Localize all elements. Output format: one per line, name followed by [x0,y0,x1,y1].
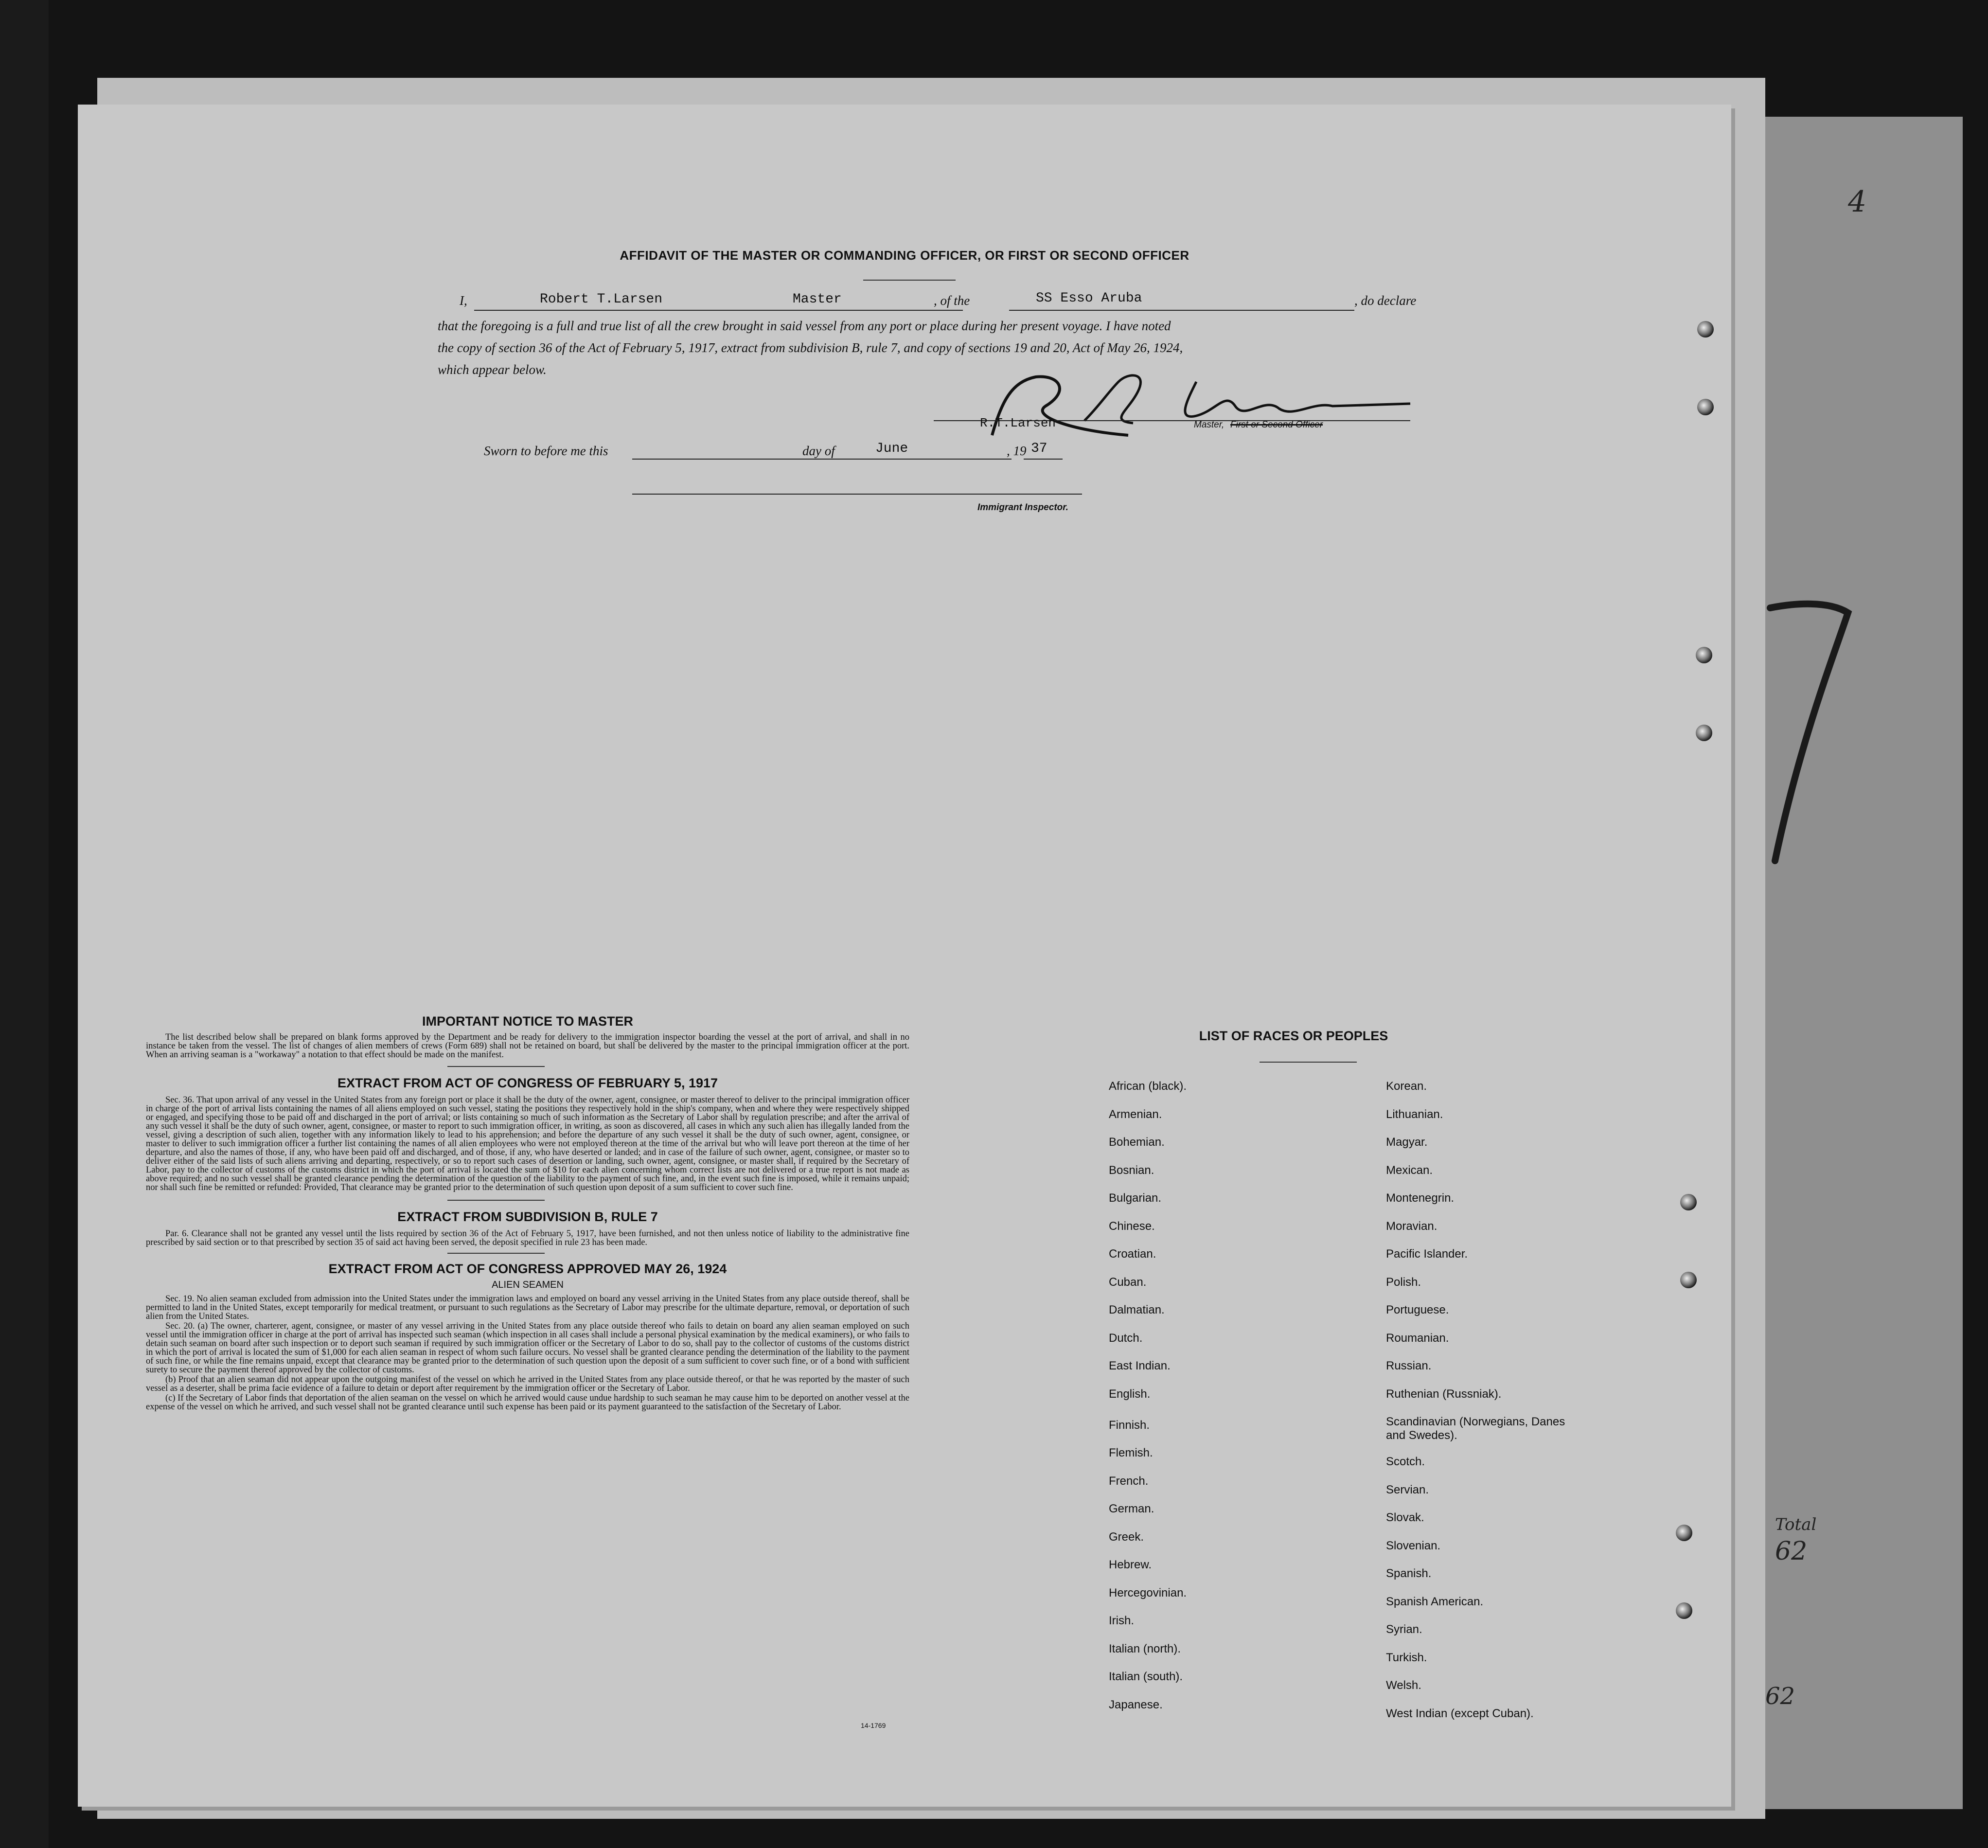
section-20a-paragraph: Sec. 20. (a) The owner, charterer, agent, consignee, or master of any vessel arriving in the United States from any place outside thereof who fails to detain on board any alien seaman employed on such vessel until the immigration officer in charge at the port of arrival has inspected such seaman (which inspection in all cases shall include a personal physical examination by the medical examiners), or who fails to detain such seaman on board after such inspection or to deport such seaman if required by such immigration officer or the Secretary of Labor to do so, shall pay to the collector of customs of the customs district in which the port of arrival is located the sum of $1,000 for each alien seaman in respect of whom such failure occurs. No vessel shall be granted clearance pending the determination of the liability to the payment of such fine, or while the fine remains unpaid, except that clearance may be granted prior to the determination of such question upon the deposit of a sum sufficient to cover such fine, or of a bond with sufficient surety to secure the payment thereof approved by the collector of customs. [146,1321,909,1375]
affidavit-body-line-1: that the foregoing is a full and true list of all the crew brought in said vessel from any port or place during her present voyage. I have noted [438,319,1171,333]
race-item: Scotch. [1386,1455,1425,1468]
race-item: Spanish. [1386,1567,1432,1580]
race-item: African (black). [1109,1080,1187,1093]
race-item: Dutch. [1109,1331,1143,1345]
race-item: Hebrew. [1109,1558,1152,1571]
section-19-paragraph: Sec. 19. No alien seaman excluded from admission into the United States under the immigration laws and employed on board any vessel arriving in the United States from any place outside thereof, shall be permitted to land in the United States, except temporarily for medical treatment, or pursuant to such regulations as the Secretary of Labor may prescribe for the ultimate departure, removal, or deportation of such alien from the United States. [146,1294,909,1321]
races-heading: LIST OF RACES OR PEOPLES [1199,1029,1388,1043]
sworn-month-line [846,459,1012,460]
race-item: Bohemian. [1109,1136,1165,1149]
race-item: English. [1109,1387,1151,1401]
handwritten-total-label: Total [1775,1515,1817,1534]
race-item: Russian. [1386,1359,1432,1372]
form-number: 14-1769 [861,1722,886,1729]
race-item: Hercegovinian. [1109,1586,1187,1599]
affidavit-i-label: I, [460,293,467,308]
race-item: Cuban. [1109,1275,1147,1289]
punch-hole [1680,1194,1697,1210]
handwritten-bottom-mark: 62 [1765,1683,1795,1710]
race-item: Ruthenian (Russniak). [1386,1387,1502,1401]
background-sheet [1731,117,1963,1809]
handwritten-page-number: 4 [1848,185,1867,219]
race-item: Italian (north). [1109,1642,1181,1655]
rule7-divider [447,1253,545,1254]
race-item: Chinese. [1109,1219,1155,1233]
of-the-label: , of the [934,293,970,308]
race-item: Spanish American. [1386,1595,1484,1608]
notices-column [146,1014,909,1412]
race-item: East Indian. [1109,1359,1171,1372]
race-item: Armenian. [1109,1107,1162,1121]
extract-1917-divider [447,1200,545,1201]
extract-1917-heading: EXTRACT FROM ACT OF CONGRESS OF FEBRUARY 5, 1917 [337,1076,718,1090]
punch-hole [1676,1525,1692,1541]
race-item: Finnish. [1109,1418,1150,1432]
punch-hole [1696,647,1712,663]
race-item: Irish. [1109,1614,1135,1627]
race-item: Magyar. [1386,1136,1428,1149]
master-signature [924,362,1430,445]
notice-divider [447,1066,545,1067]
notice-heading: IMPORTANT NOTICE TO MASTER [422,1014,633,1029]
race-item: Mexican. [1386,1163,1433,1177]
master-name: Robert T.Larsen [540,292,663,307]
race-item: Croatian. [1109,1247,1156,1261]
sworn-year: 37 [1031,441,1047,456]
section-36-paragraph: Sec. 36. That upon arrival of any vessel in the United States from any foreign port or place it shall be the duty of the owner, agent, consignee, or master thereof to deliver to the principal immigration officer in charge of the port of arrival lists containing the names of all aliens employed on such vessel, stating the positions they respectively hold in the ship's company, when and where they were respectively shipped or engaged, and specifying those to be paid off and discharged in the port of arrival; or lists containing so much of such information as the Secretary of Labor shall by regulation prescribe; and after the arrival of any such vessel it shall be the duty of such owner, agent, consignee, or master to report to such immigration officer, in writing, as soon as discovered, all cases in which any such alien has illegally landed from the vessel, giving a description of such alien, together with any information likely to lead to his apprehension; and before the departure of any such vessel it shall be the duty of such owner, agent, consignee, or master to deliver to such immigration officer a further list containing the names of all alien employees who were not employed thereon at the time of the arrival but who will leave port thereon at the time of her departure, and also the names of those, if any, who have been paid off and discharged, and of those, if any, who have deserted or landed; and in case of the failure of such owner, agent, consignee, or master so to deliver either of the said lists of such aliens arriving and departing, respectively, or so to report such cases of desertion or landing, such owner, agent, consignee, or master shall, if required by the Secretary of Labor, pay to the collector of customs of the customs district in which the port of arrival is located the sum of $10 for each alien concerning whom correct lists are not delivered or a true report is not made as above required; and no such vessel shall be granted clearance pending the determination of the question of the liability to the payment of such fine, and, in the event such fine is imposed, while it remains unpaid; nor shall such fine be remitted or refunded: Provided, That clearance may be granted prior to the determination of such question upon deposit of a sum sufficient to cover such fine. [146,1095,909,1192]
rule7-heading: EXTRACT FROM SUBDIVISION B, RULE 7 [397,1209,658,1224]
section-20c-paragraph: (c) If the Secretary of Labor finds that deportation of the alien seaman on the vessel on which he arrived would cause undue hardship to such seaman he may cause him to be deported on another vessel at the expense of the vessel on which he arrived, and such vessel shall not be granted clearance until such expense has been paid or its payment guaranteed to the satisfaction of the Secretary of Labor. [146,1393,909,1412]
race-item: French. [1109,1474,1149,1488]
rule7-text [146,1229,909,1247]
race-item: Portuguese. [1386,1303,1449,1316]
race-item: West Indian (except Cuban). [1386,1706,1534,1720]
typed-signature: R.T.Larsen [980,416,1056,430]
sworn-month: June [875,441,908,456]
race-item: Flemish. [1109,1446,1153,1459]
year-prefix: , 19 [1007,444,1027,458]
inspector-label: Immigrant Inspector. [977,502,1068,513]
scan-border-left [0,0,49,1848]
section-20b-paragraph: (b) Proof that an alien seaman did not appear upon the outgoing manifest of the vessel on which he arrived in the United States from any place outside thereof, or that he was reported by the master of such vessel as a deserter, shall be prima facie evidence of a failure to detain or deport after requirement by the immigration officer or the Secretary of Labor. [146,1375,909,1393]
punch-hole [1697,399,1714,415]
punch-hole [1697,321,1714,338]
day-of-label: day of [802,444,835,458]
race-item: Greek. [1109,1530,1144,1544]
race-item: Roumanian. [1386,1331,1449,1345]
race-item: German. [1109,1502,1154,1515]
race-item: Servian. [1386,1483,1429,1496]
race-item: Slovenian. [1386,1539,1441,1552]
punch-hole [1676,1602,1692,1619]
vessel-line [1009,310,1354,311]
race-item: Korean. [1386,1080,1427,1093]
notice-paragraph: The list described below shall be prepared on blank forms approved by the Department and be ready for delivery to the immigration inspector boarding the vessel at the port of arrival, and shall in no instance be taken from the vessel. The list of changes of alien members of crews (Form 689) shall not be retained on board, but shall be delivered by the master to the principal immigration officer at the port. When an arriving seaman is a "workaway" a notation to that effect should be made on the manifest. [146,1032,909,1060]
race-item: Pacific Islander. [1386,1247,1468,1261]
do-declare-label: , do declare [1354,293,1417,308]
race-item: Polish. [1386,1275,1421,1289]
struck-officer-label: First or Second Officer [1230,420,1323,430]
race-item: Scandinavian (Norwegians, Danes and Swedes). [1386,1415,1565,1442]
manifest-page [78,105,1731,1807]
race-item: Syrian. [1386,1623,1422,1636]
race-item: Lithuanian. [1386,1107,1443,1121]
extract-1924-text [146,1295,909,1411]
title-divider [863,280,956,281]
punch-hole [1696,725,1712,741]
race-item: Slovak. [1386,1511,1424,1524]
affidavit-body-line-3: which appear below. [438,362,547,377]
race-item: Moravian. [1386,1219,1438,1233]
handwritten-total-value: 62 [1775,1537,1808,1566]
race-item: Japanese. [1109,1698,1163,1711]
affidavit-body-line-2: the copy of section 36 of the Act of February 5, 1917, extract from subdivision B, rule 7, and copy of sections 19 and 20, Act of May 26, 1924, [438,340,1183,355]
year-line [1024,459,1063,460]
alien-seamen-subheading: ALIEN SEAMEN [492,1279,564,1290]
inspector-signature-line [632,494,1082,495]
race-item: Welsh. [1386,1679,1421,1692]
races-divider [1260,1062,1357,1063]
master-rank: Master [793,292,842,307]
master-title-label: Master, [1194,420,1225,430]
sworn-label: Sworn to before me this [484,444,608,458]
vessel-name: SS Esso Aruba [1036,291,1142,306]
rule7-paragraph: Par. 6. Clearance shall not be granted any vessel until the lists required by section 36 of the Act of February 5, 1917, have been furnished, and not then unless notice of liability to the administrative fine prescribed by said section or to that prescribed by section 35 of said act having been served, the deposit specified in rule 23 has been made. [146,1229,909,1247]
race-item: Turkish. [1386,1651,1427,1664]
name-line [474,310,963,311]
race-item: Montenegrin. [1386,1191,1455,1205]
race-item: Dalmatian. [1109,1303,1165,1316]
race-item: Bosnian. [1109,1163,1154,1177]
race-item: Italian (south). [1109,1670,1183,1683]
sworn-day-line [632,459,870,460]
extract-1924-heading: EXTRACT FROM ACT OF CONGRESS APPROVED MAY 26, 1924 [328,1262,727,1276]
affidavit-title: AFFIDAVIT OF THE MASTER OR COMMANDING OFFICER, OR FIRST OR SECOND OFFICER [620,248,1189,263]
notice-text [146,1033,909,1059]
race-item: Bulgarian. [1109,1191,1162,1205]
punch-hole [1680,1272,1697,1288]
handwritten-seven-mark [1760,598,1858,871]
extract-1917-text [146,1096,909,1192]
